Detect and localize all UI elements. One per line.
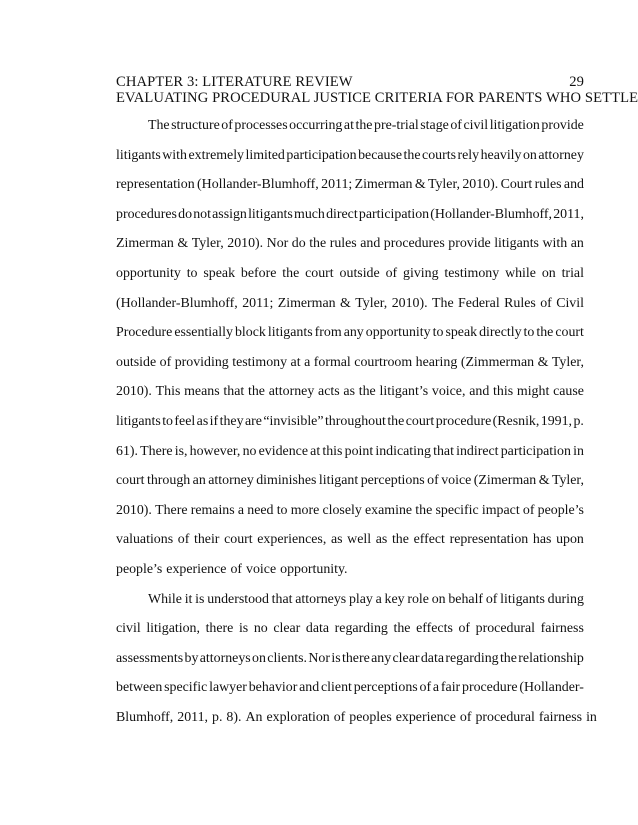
text-line: outside of providing testimony at a formal courtroom hearing (Zimmerman & Tyler, (116, 354, 584, 370)
text-line: 61). There is, however, no evidence at this point indicating that indirect participation in (116, 443, 584, 459)
text-line: The structure of processes occurring at the pre-trial stage of civil litigation provide (148, 118, 584, 133)
text-line: 2010). This means that the attorney acts as the litigant’s voice, and this might cause (116, 384, 584, 400)
paragraph (116, 118, 584, 592)
text-line: While it is understood that attorneys play a key role on behalf of litigants during (148, 591, 584, 607)
paragraph (116, 591, 597, 740)
text-line: assessments by attorneys on clients. Nor is there any clear data regarding the relationship (116, 650, 584, 666)
page-header (116, 74, 638, 106)
text-line: representation (Hollander-Blumhoff, 2011; Zimerman & Tyler, 2010). Court rules and (116, 177, 584, 193)
text-line: civil litigation, there is no clear data regarding the effects of procedural fairness (116, 621, 584, 637)
text-line: between specific lawyer behavior and client perceptions of a fair procedure (Hollander- (116, 680, 584, 696)
text-line: procedures do not assign litigants much direct participation (Hollander-Blumhoff, 2011, (116, 206, 584, 222)
text-line: Procedure essentially block litigants from any opportunity to speak directly to the court (116, 325, 584, 341)
running-title: EVALUATING PROCEDURAL JUSTICE CRITERIA FOR PARENTS WHO SETTLE (116, 90, 638, 106)
text-line: Blumhoff, 2011, p. 8). An exploration of peoples experience of procedural fairness in (116, 709, 597, 725)
text-line: valuations of their court experiences, as well as the effect representation has upon (116, 532, 584, 548)
text-line: court through an attorney diminishes litigant perceptions of voice (Zimerman & Tyler, (116, 473, 584, 489)
text-line: litigants with extremely limited participation because the courts rely heavily on attorney (116, 147, 584, 163)
text-line: opportunity to speak before the court outside of giving testimony while on trial (116, 265, 584, 281)
page-number: 29 (569, 74, 584, 90)
chapter-heading: CHAPTER 3: LITERATURE REVIEW (116, 74, 353, 90)
text-line: litigants to feel as if they are “invisible” throughout the court procedure (Resnik, 1991, p. (116, 413, 584, 429)
header-row (116, 74, 584, 90)
text-line: 2010). There remains a need to more closely examine the specific impact of people’s (116, 502, 584, 518)
text-line: people’s experience of voice opportunity. (116, 561, 348, 577)
text-line: (Hollander-Blumhoff, 2011; Zimerman & Tyler, 2010). The Federal Rules of Civil (116, 295, 584, 311)
body-text (116, 118, 597, 739)
text-line: Zimerman & Tyler, 2010). Nor do the rules and procedures provide litigants with an (116, 236, 584, 252)
